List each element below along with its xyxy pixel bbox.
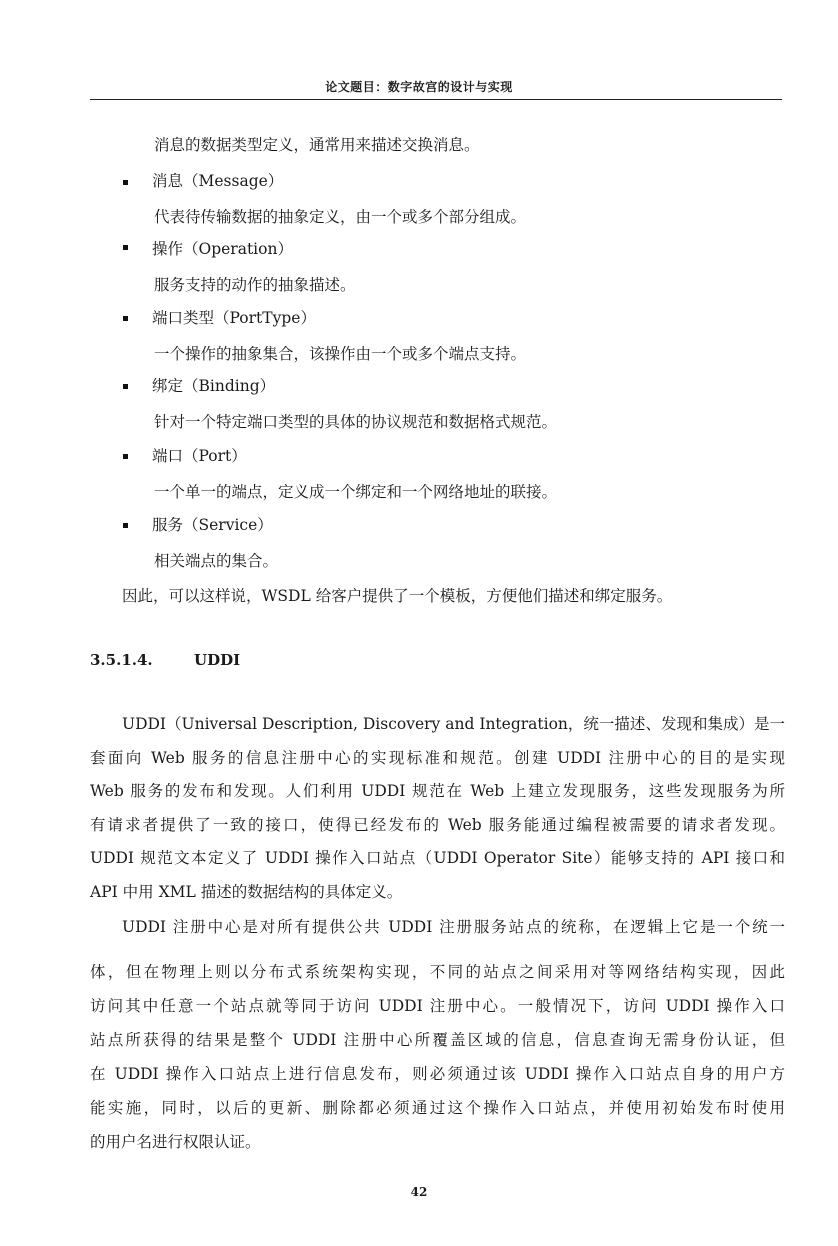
- paragraph-line: 体，但在物理上则以分布式系统架构实现，不同的站点之间采用对等网络结构实现，因此: [90, 963, 785, 981]
- section-number: 3.5.1.4.: [90, 651, 153, 669]
- paragraph-line: 有请求者提供了一致的接口，使得已经发布的 Web 服务能通过编程被需要的请求者发现。: [90, 816, 785, 834]
- item-description: 针对一个特定端口类型的具体的协议规范和数据格式规范。: [154, 413, 558, 431]
- paragraph-line: 在 UDDI 操作入口站点上进行信息发布，则必须通过该 UDDI 操作入口站点自身的用户方: [90, 1065, 785, 1083]
- item-description: 服务支持的动作的抽象描述。: [154, 276, 356, 294]
- paragraph-line: 能实施，同时，以后的更新、删除都必须通过这个操作入口站点，并使用初始发布时使用: [90, 1099, 785, 1117]
- header-rule: [90, 99, 782, 100]
- item-description: 相关端点的集合。: [154, 552, 279, 570]
- paragraph-line: API 中用 XML 描述的数据结构的具体定义。: [90, 883, 403, 901]
- section-title: UDDI: [194, 651, 241, 669]
- paragraph-line: Web 服务的发布和发现。人们利用 UDDI 规范在 Web 上建立发现服务，这些发现服务为所: [90, 782, 785, 800]
- paragraph-line: UDDI 规范文本定义了 UDDI 操作入口站点（UDDI Operator Site）能够支持的 API 接口和: [90, 849, 785, 867]
- bullet-icon: [123, 384, 128, 389]
- page-number: 42: [410, 1185, 428, 1199]
- page-header-title: 论文题目：数字故宫的设计与实现: [325, 80, 513, 94]
- item-term: 绑定（Binding）: [152, 377, 276, 395]
- item-term: 端口（Port）: [152, 447, 247, 465]
- paragraph-line: 站点所获得的结果是整个 UDDI 注册中心所覆盖区域的信息，信息查询无需身份认证，但: [90, 1031, 785, 1049]
- bullet-icon: [123, 454, 128, 459]
- paragraph-line: 的用户名进行权限认证。: [90, 1133, 261, 1151]
- item-term: 服务（Service）: [152, 516, 273, 534]
- bullet-icon: [123, 523, 128, 528]
- paragraph-line: 访问其中任意一个站点就等同于访问 UDDI 注册中心。一般情况下，访问 UDDI 操作入口: [90, 997, 785, 1015]
- paragraph-line: UDDI 注册中心是对所有提供公共 UDDI 注册服务站点的统称，在逻辑上它是一个统一: [122, 918, 785, 936]
- intro-line: 消息的数据类型定义，通常用来描述交换消息。: [154, 136, 480, 154]
- item-description: 一个操作的抽象集合，该操作由一个或多个端点支持。: [154, 345, 527, 363]
- item-description: 一个单一的端点，定义成一个绑定和一个网络地址的联接。: [154, 483, 558, 501]
- bullet-icon: [123, 245, 128, 250]
- bullet-icon: [123, 316, 128, 321]
- item-term: 端口类型（PortType）: [152, 309, 316, 327]
- paragraph-line: 套面向 Web 服务的信息注册中心的实现标准和规范。创建 UDDI 注册中心的目的是实现: [90, 749, 785, 767]
- bullet-icon: [123, 180, 128, 185]
- item-description: 代表待传输数据的抽象定义，由一个或多个部分组成。: [154, 208, 527, 226]
- item-term: 操作（Operation）: [152, 240, 293, 258]
- item-term: 消息（Message）: [152, 172, 284, 190]
- summary-line: 因此，可以这样说，WSDL 给客户提供了一个模板，方便他们描述和绑定服务。: [122, 587, 673, 605]
- paragraph-line: UDDI（Universal Description, Discovery and Integration，统一描述、发现和集成）是一: [122, 715, 785, 733]
